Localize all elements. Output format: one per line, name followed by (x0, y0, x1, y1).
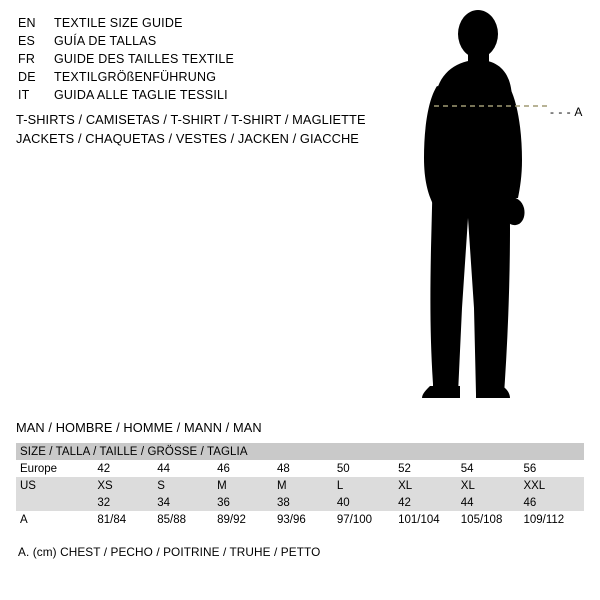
language-title-block (18, 14, 368, 104)
footnote-chest-measure: A. (cm) CHEST / PECHO / POITRINE / TRUHE / PETTO (18, 545, 321, 559)
measure-marker-a (550, 105, 583, 119)
cell-value: 109/112 (521, 511, 584, 528)
cell-value: 52 (396, 460, 459, 477)
measure-marker-letter: A (574, 105, 583, 119)
table-row (16, 511, 584, 528)
cell-value: 46 (215, 460, 275, 477)
cell-value: XXL (521, 477, 584, 494)
cell-value: XL (459, 477, 522, 494)
language-code: ES (18, 34, 36, 48)
row-label: Europe (16, 460, 95, 477)
language-row (18, 68, 368, 86)
table-row (16, 477, 584, 494)
cell-value: M (215, 477, 275, 494)
language-title: GUIDE DES TAILLES TEXTILE (54, 52, 235, 66)
cell-value: 105/108 (459, 511, 522, 528)
language-row (18, 50, 368, 68)
cell-value: 56 (521, 460, 584, 477)
language-row (18, 86, 368, 104)
cell-value: 46 (521, 494, 584, 511)
cell-value: 97/100 (335, 511, 396, 528)
male-silhouette-figure (400, 8, 600, 408)
language-row (18, 32, 368, 50)
table-row (16, 460, 584, 477)
cell-value: XL (396, 477, 459, 494)
cell-value: 48 (275, 460, 335, 477)
cell-value: 50 (335, 460, 396, 477)
category-tshirts: T-SHIRTS / CAMISETAS / T-SHIRT / T-SHIRT / MAGLIETTE (16, 112, 366, 127)
cell-value: 44 (459, 494, 522, 511)
language-title: TEXTILGRÖßENFÜHRUNG (54, 70, 217, 84)
cell-value: 38 (275, 494, 335, 511)
cell-value: L (335, 477, 396, 494)
language-title: GUÍA DE TALLAS (54, 34, 157, 48)
language-title: TEXTILE SIZE GUIDE (54, 16, 183, 30)
cell-value: 40 (335, 494, 396, 511)
category-jackets: JACKETS / CHAQUETAS / VESTES / JACKEN / GIACCHE (16, 131, 359, 146)
cell-value: 36 (215, 494, 275, 511)
cell-value: 42 (396, 494, 459, 511)
cell-value: 85/88 (155, 511, 215, 528)
language-code: DE (18, 70, 36, 84)
table-header-label: SIZE / TALLA / TAILLE / GRÖSSE / TAGLIA (16, 443, 584, 460)
language-code: IT (18, 88, 30, 102)
cell-value: XS (95, 477, 155, 494)
cell-value: 89/92 (215, 511, 275, 528)
cell-value: M (275, 477, 335, 494)
row-label (16, 494, 95, 511)
language-title: GUIDA ALLE TAGLIE TESSILI (54, 88, 228, 102)
cell-value: 34 (155, 494, 215, 511)
table-header-row (16, 443, 584, 460)
cell-value: 101/104 (396, 511, 459, 528)
garment-category-block (16, 110, 416, 148)
row-label: A (16, 511, 95, 528)
language-row (18, 14, 368, 32)
language-code: EN (18, 16, 36, 30)
row-label: US (16, 477, 95, 494)
cell-value: S (155, 477, 215, 494)
section-heading-man: MAN / HOMBRE / HOMME / MANN / MAN (16, 420, 262, 435)
language-code: FR (18, 52, 36, 66)
cell-value: 44 (155, 460, 215, 477)
cell-value: 32 (95, 494, 155, 511)
cell-value: 93/96 (275, 511, 335, 528)
table-row (16, 494, 584, 511)
cell-value: 54 (459, 460, 522, 477)
cell-value: 81/84 (95, 511, 155, 528)
cell-value: 42 (95, 460, 155, 477)
measure-marker-dashes: - - - (550, 105, 572, 119)
size-table (16, 443, 584, 528)
